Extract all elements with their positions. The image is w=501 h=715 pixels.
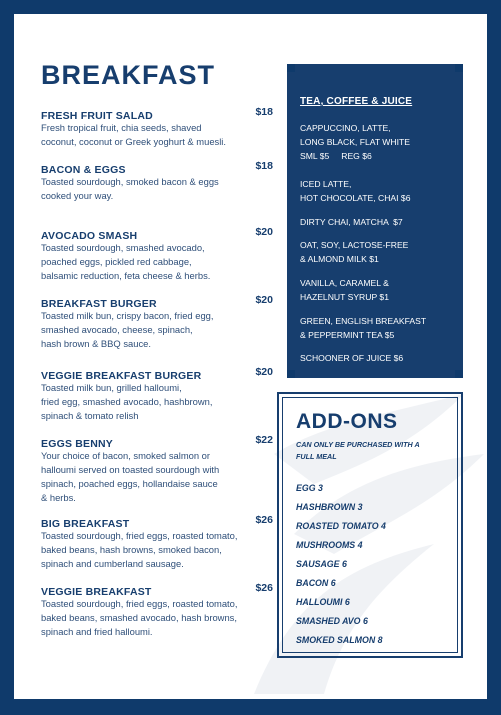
item-name: BIG BREAKFAST (41, 518, 130, 530)
menu-item (41, 106, 273, 149)
desc-line: Toasted milk bun, crispy bacon, fried egg, (41, 310, 214, 321)
menu-item (41, 226, 273, 283)
desc-line: spinach & tomato relish (41, 410, 139, 421)
addons-title: ADD-ONS (296, 410, 398, 433)
item-price: $26 (255, 514, 273, 526)
drink-line: SCHOONER OF JUICE $6 (300, 353, 404, 363)
addon-item: SMOKED SALMON 8 (296, 635, 383, 645)
item-description (41, 597, 273, 639)
desc-line: fried egg, smashed avocado, hashbrown, (41, 396, 213, 407)
desc-line: poached eggs, pickled red cabbage, (41, 256, 192, 267)
breakfast-title: BREAKFAST (41, 60, 216, 90)
item-price: $20 (255, 226, 273, 238)
addon-item: MUSHROOMS 4 (296, 540, 363, 550)
desc-line: Your choice of bacon, smoked salmon or (41, 450, 211, 461)
drink-line: SML $5 REG $6 (300, 151, 372, 161)
item-price: $20 (255, 366, 273, 378)
menu-item (41, 434, 273, 505)
addons-subtitle (296, 439, 446, 463)
addon-item: EGG 3 (296, 483, 323, 493)
addons-panel (277, 392, 463, 658)
tea-coffee-juice-panel (287, 64, 463, 378)
desc-line: & herbs. (41, 492, 76, 503)
drink-line: LONG BLACK, FLAT WHITE (300, 137, 410, 147)
drink-entry (300, 121, 460, 163)
tea-title: TEA, COFFEE & JUICE (300, 96, 413, 107)
item-description (41, 241, 273, 283)
item-price: $26 (255, 582, 273, 594)
desc-line: Toasted milk bun, grilled halloumi, (41, 382, 182, 393)
desc-line: halloumi served on toasted sourdough with (41, 464, 220, 475)
corner-notch (455, 64, 463, 72)
addon-item: SAUSAGE 6 (296, 559, 347, 569)
desc-line: Toasted sourdough, smashed avocado, (41, 242, 205, 253)
item-description (41, 381, 273, 423)
drink-line: GREEN, ENGLISH BREAKFAST (300, 316, 427, 326)
desc-line: cooked your way. (41, 190, 114, 201)
subtitle-line: FULL MEAL (296, 452, 337, 461)
drink-line: OAT, SOY, LACTOSE-FREE (300, 240, 409, 250)
desc-line: spinach and cumberland sausage. (41, 558, 184, 569)
desc-line: Toasted sourdough, smoked bacon & eggs (41, 176, 219, 187)
item-description (41, 175, 273, 203)
menu-item (41, 294, 273, 351)
item-description (41, 529, 273, 571)
menu-item (41, 160, 273, 203)
desc-line: baked beans, hash browns, smoked bacon, (41, 544, 222, 555)
drink-line: DIRTY CHAI, MATCHA $7 (300, 217, 403, 227)
corner-notch (287, 64, 295, 72)
drink-line: HOT CHOCOLATE, CHAI $6 (300, 193, 411, 203)
item-description (41, 309, 273, 351)
desc-line: spinach, poached eggs, hollandaise sauce (41, 478, 218, 489)
subtitle-line: CAN ONLY BE PURCHASED WITH A (296, 440, 420, 449)
drink-line: & ALMOND MILK $1 (300, 254, 379, 264)
menu-item (41, 366, 273, 423)
desc-line: Toasted sourdough, fried eggs, roasted tomato, (41, 598, 238, 609)
corner-notch (455, 370, 463, 378)
item-description (41, 121, 273, 149)
desc-line: baked beans, smashed avocado, hash browns, (41, 612, 237, 623)
desc-line: spinach and fried halloumi. (41, 626, 153, 637)
drink-line: ICED LATTE, (300, 179, 352, 189)
item-price: $20 (255, 294, 273, 306)
desc-line: Fresh tropical fruit, chia seeds, shaved (41, 122, 202, 133)
item-name: BREAKFAST BURGER (41, 298, 157, 310)
drink-entry (300, 238, 460, 266)
drink-entry (300, 177, 460, 205)
item-name: VEGGIE BREAKFAST (41, 586, 152, 598)
drink-entry (300, 314, 460, 342)
menu-page (14, 14, 487, 699)
item-name: FRESH FRUIT SALAD (41, 110, 153, 122)
item-name: AVOCADO SMASH (41, 230, 138, 242)
menu-item (41, 514, 273, 571)
item-description (41, 449, 273, 505)
desc-line: coconut, coconut or Greek yoghurt & muesli. (41, 136, 226, 147)
desc-line: Toasted sourdough, fried eggs, roasted tomato, (41, 530, 238, 541)
desc-line: hash brown & BBQ sauce. (41, 338, 151, 349)
item-name: VEGGIE BREAKFAST BURGER (41, 370, 202, 382)
desc-line: smashed avocado, cheese, spinach, (41, 324, 193, 335)
item-name: BACON & EGGS (41, 164, 126, 176)
drink-line: & PEPPERMINT TEA $5 (300, 330, 395, 340)
desc-line: balsamic reduction, feta cheese & herbs. (41, 270, 211, 281)
corner-notch (287, 370, 295, 378)
addon-item: BACON 6 (296, 578, 336, 588)
item-price: $22 (255, 434, 273, 446)
addon-item: ROASTED TOMATO 4 (296, 521, 386, 531)
menu-item (41, 582, 273, 639)
drink-entry (300, 215, 460, 229)
item-price: $18 (255, 106, 273, 118)
addon-item: HASHBROWN 3 (296, 502, 363, 512)
drink-line: HAZELNUT SYRUP $1 (300, 292, 389, 302)
drink-entry (300, 276, 460, 304)
addon-item: SMASHED AVO 6 (296, 616, 368, 626)
item-name: EGGS BENNY (41, 438, 114, 450)
drink-line: CAPPUCCINO, LATTE, (300, 123, 391, 133)
drink-entry (300, 351, 460, 365)
addon-item: HALLOUMI 6 (296, 597, 350, 607)
drink-line: VANILLA, CARAMEL & (300, 278, 389, 288)
item-price: $18 (255, 160, 273, 172)
